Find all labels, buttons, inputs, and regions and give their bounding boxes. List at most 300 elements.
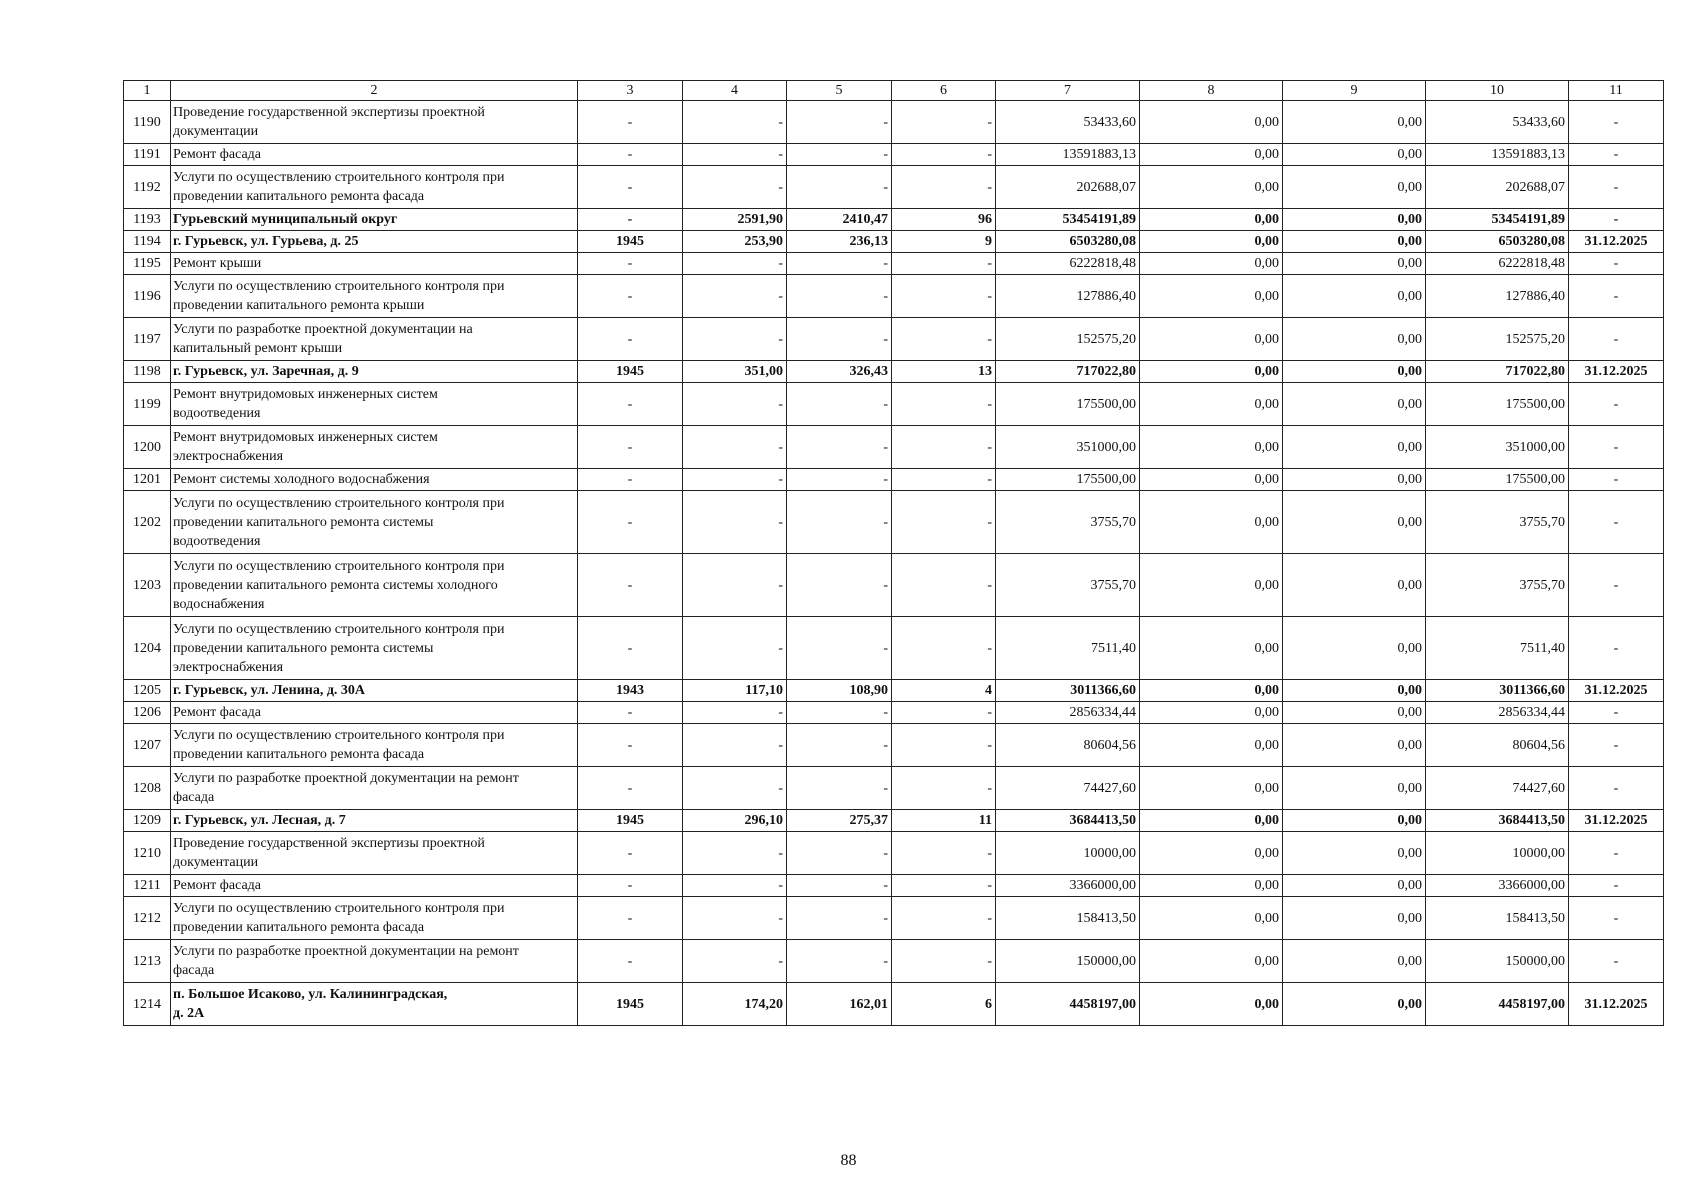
header-cell: 7 — [996, 81, 1140, 101]
item-name-line: г. Гурьевск, ул. Ленина, д. 30А — [173, 683, 366, 698]
table-row — [124, 361, 1664, 383]
cost-col8-cell: 0,00 — [1140, 617, 1283, 680]
area-living-cell: - — [787, 426, 892, 469]
year-cell: - — [578, 318, 683, 361]
area-living-cell: - — [787, 469, 892, 491]
item-name-cell — [171, 724, 578, 767]
area-living-cell: 162,01 — [787, 983, 892, 1026]
cost-col8-cell: 0,00 — [1140, 897, 1283, 940]
residents-cell: - — [892, 383, 996, 426]
cost-col8-cell: 0,00 — [1140, 426, 1283, 469]
area-total-cell: - — [683, 426, 787, 469]
item-name-line: Услуги по осуществлению строительного контроля при — [173, 279, 505, 294]
residents-cell: - — [892, 724, 996, 767]
year-cell: - — [578, 940, 683, 983]
item-name-line: водоснабжения — [173, 596, 265, 612]
area-living-cell: - — [787, 875, 892, 897]
cost-col8-cell: 0,00 — [1140, 383, 1283, 426]
item-name-line: Услуги по разработке проектной документации на — [173, 322, 473, 337]
cost-total-cell: 202688,07 — [996, 166, 1140, 209]
area-total-cell: - — [683, 166, 787, 209]
deadline-cell: - — [1569, 702, 1664, 724]
item-name-cell — [171, 491, 578, 554]
cost-total-cell: 351000,00 — [996, 426, 1140, 469]
item-name-line: Ремонт системы холодного водоснабжения — [173, 472, 430, 487]
item-name-line: фасада — [173, 790, 215, 805]
area-living-cell: 108,90 — [787, 680, 892, 702]
cost-col10-cell: 74427,60 — [1426, 767, 1569, 810]
item-name-line: г. Гурьевск, ул. Гурьева, д. 25 — [173, 234, 359, 249]
deadline-cell: 31.12.2025 — [1569, 680, 1664, 702]
cost-col9-cell: 0,00 — [1283, 361, 1426, 383]
area-total-cell: 174,20 — [683, 983, 787, 1026]
deadline-cell: - — [1569, 724, 1664, 767]
area-total-cell: - — [683, 383, 787, 426]
deadline-cell: - — [1569, 767, 1664, 810]
cost-total-cell: 152575,20 — [996, 318, 1140, 361]
cost-col9-cell: 0,00 — [1283, 767, 1426, 810]
cost-col8-cell: 0,00 — [1140, 253, 1283, 275]
item-name-cell — [171, 275, 578, 318]
area-total-cell: - — [683, 318, 787, 361]
item-name-cell — [171, 383, 578, 426]
item-name-cell — [171, 680, 578, 702]
area-total-cell: 253,90 — [683, 231, 787, 253]
page-number: 88 — [840, 1152, 857, 1169]
item-name-line: Услуги по осуществлению строительного контроля при — [173, 728, 505, 743]
year-cell: - — [578, 875, 683, 897]
cost-col8-cell: 0,00 — [1140, 767, 1283, 810]
cost-col9-cell: 0,00 — [1283, 426, 1426, 469]
item-name-line: электроснабжения — [173, 659, 284, 675]
deadline-cell: - — [1569, 940, 1664, 983]
header-cell: 6 — [892, 81, 996, 101]
item-name-cell — [171, 875, 578, 897]
row-number-cell: 1213 — [124, 940, 171, 983]
item-name-cell — [171, 702, 578, 724]
area-living-cell: - — [787, 491, 892, 554]
area-living-cell: - — [787, 724, 892, 767]
header-cell: 4 — [683, 81, 787, 101]
cost-col10-cell: 7511,40 — [1426, 617, 1569, 680]
cost-total-cell: 4458197,00 — [996, 983, 1140, 1026]
item-name-line: проведении капитального ремонта фасада — [173, 920, 425, 935]
item-name-line: Услуги по осуществлению строительного контроля при — [173, 901, 505, 916]
header-cell: 2 — [171, 81, 578, 101]
item-name-line: проведении капитального ремонта крыши — [173, 298, 425, 313]
cost-col10-cell: 3755,70 — [1426, 491, 1569, 554]
year-cell: - — [578, 209, 683, 231]
cost-total-cell: 6503280,08 — [996, 231, 1140, 253]
cost-col10-cell: 150000,00 — [1426, 940, 1569, 983]
cost-col9-cell: 0,00 — [1283, 897, 1426, 940]
area-total-cell: - — [683, 554, 787, 617]
item-name-cell — [171, 253, 578, 275]
area-total-cell: - — [683, 875, 787, 897]
item-name-cell — [171, 554, 578, 617]
cost-col9-cell: 0,00 — [1283, 940, 1426, 983]
deadline-cell: 31.12.2025 — [1569, 983, 1664, 1026]
row-number-cell: 1198 — [124, 361, 171, 383]
residents-cell: 13 — [892, 361, 996, 383]
cost-total-cell: 127886,40 — [996, 275, 1140, 318]
item-name-cell — [171, 231, 578, 253]
area-total-cell: - — [683, 101, 787, 144]
item-name-line: Ремонт фасада — [173, 705, 262, 720]
table-row — [124, 897, 1664, 940]
table-row — [124, 275, 1664, 318]
item-name-line: проведении капитального ремонта фасада — [173, 189, 425, 204]
area-living-cell: 275,37 — [787, 810, 892, 832]
row-number-cell: 1214 — [124, 983, 171, 1026]
residents-cell: - — [892, 702, 996, 724]
cost-total-cell: 175500,00 — [996, 383, 1140, 426]
year-cell: 1945 — [578, 810, 683, 832]
residents-cell: - — [892, 875, 996, 897]
cost-col10-cell: 3684413,50 — [1426, 810, 1569, 832]
area-living-cell: - — [787, 767, 892, 810]
residents-cell: - — [892, 767, 996, 810]
table-row — [124, 875, 1664, 897]
area-total-cell: - — [683, 724, 787, 767]
cost-col8-cell: 0,00 — [1140, 832, 1283, 875]
cost-col10-cell: 10000,00 — [1426, 832, 1569, 875]
year-cell: - — [578, 469, 683, 491]
residents-cell: - — [892, 491, 996, 554]
year-cell: 1945 — [578, 361, 683, 383]
row-number-cell: 1203 — [124, 554, 171, 617]
area-total-cell: - — [683, 940, 787, 983]
area-total-cell: - — [683, 617, 787, 680]
row-number-cell: 1207 — [124, 724, 171, 767]
item-name-line: Ремонт фасада — [173, 878, 262, 893]
residents-cell: - — [892, 426, 996, 469]
cost-col9-cell: 0,00 — [1283, 832, 1426, 875]
row-number-cell: 1200 — [124, 426, 171, 469]
cost-col8-cell: 0,00 — [1140, 491, 1283, 554]
area-living-cell: - — [787, 897, 892, 940]
residents-cell: - — [892, 940, 996, 983]
header-cell: 1 — [124, 81, 171, 101]
table-row — [124, 383, 1664, 426]
item-name-line: Услуги по осуществлению строительного контроля при — [173, 621, 505, 637]
table-body — [124, 81, 1664, 1026]
deadline-cell: - — [1569, 426, 1664, 469]
cost-col10-cell: 175500,00 — [1426, 469, 1569, 491]
residents-cell: - — [892, 318, 996, 361]
area-total-cell: - — [683, 491, 787, 554]
cost-col10-cell: 127886,40 — [1426, 275, 1569, 318]
row-number-cell: 1208 — [124, 767, 171, 810]
cost-col8-cell: 0,00 — [1140, 983, 1283, 1026]
item-name-line: проведении капитального ремонта системы — [173, 514, 434, 530]
item-name-line: Ремонт внутридомовых инженерных систем — [173, 387, 438, 402]
header-cell: 9 — [1283, 81, 1426, 101]
year-cell: - — [578, 767, 683, 810]
item-name-line: п. Большое Исаково, ул. Калининградская, — [173, 987, 448, 1002]
item-name-line: документации — [173, 855, 259, 870]
item-name-line: Услуги по разработке проектной документации на ремонт — [173, 771, 519, 786]
year-cell: 1945 — [578, 231, 683, 253]
area-living-cell: - — [787, 101, 892, 144]
item-name-line: Ремонт крыши — [173, 256, 262, 271]
area-living-cell: 326,43 — [787, 361, 892, 383]
year-cell: - — [578, 166, 683, 209]
cost-col8-cell: 0,00 — [1140, 469, 1283, 491]
cost-col9-cell: 0,00 — [1283, 724, 1426, 767]
row-number-cell: 1193 — [124, 209, 171, 231]
residents-cell: - — [892, 897, 996, 940]
cost-col8-cell: 0,00 — [1140, 724, 1283, 767]
cost-col8-cell: 0,00 — [1140, 318, 1283, 361]
header-cell: 3 — [578, 81, 683, 101]
cost-col9-cell: 0,00 — [1283, 166, 1426, 209]
residents-cell: 4 — [892, 680, 996, 702]
residents-cell: - — [892, 469, 996, 491]
year-cell: - — [578, 144, 683, 166]
area-total-cell: - — [683, 702, 787, 724]
item-name-line: водоотведения — [173, 533, 261, 549]
header-cell: 10 — [1426, 81, 1569, 101]
cost-col9-cell: 0,00 — [1283, 491, 1426, 554]
item-name-cell — [171, 318, 578, 361]
cost-col8-cell: 0,00 — [1140, 209, 1283, 231]
residents-cell: - — [892, 275, 996, 318]
item-name-line: д. 2А — [173, 1006, 205, 1021]
item-name-line: г. Гурьевск, ул. Заречная, д. 9 — [173, 364, 359, 379]
residents-cell: 11 — [892, 810, 996, 832]
deadline-cell: - — [1569, 101, 1664, 144]
row-number-cell: 1202 — [124, 491, 171, 554]
cost-col9-cell: 0,00 — [1283, 469, 1426, 491]
area-total-cell: - — [683, 767, 787, 810]
table-row — [124, 767, 1664, 810]
row-number-cell: 1205 — [124, 680, 171, 702]
cost-col9-cell: 0,00 — [1283, 253, 1426, 275]
year-cell: - — [578, 702, 683, 724]
cost-col8-cell: 0,00 — [1140, 875, 1283, 897]
deadline-cell: 31.12.2025 — [1569, 361, 1664, 383]
area-total-cell: 117,10 — [683, 680, 787, 702]
item-name-line: Проведение государственной экспертизы проектной — [173, 105, 485, 120]
header-cell: 5 — [787, 81, 892, 101]
cost-col8-cell: 0,00 — [1140, 101, 1283, 144]
row-number-cell: 1195 — [124, 253, 171, 275]
table-row — [124, 983, 1664, 1026]
item-name-line: проведении капитального ремонта системы холодного — [173, 577, 498, 593]
deadline-cell: 31.12.2025 — [1569, 810, 1664, 832]
residents-cell: - — [892, 166, 996, 209]
item-name-line: Услуги по осуществлению строительного контроля при — [173, 495, 505, 511]
area-total-cell: - — [683, 832, 787, 875]
deadline-cell: - — [1569, 617, 1664, 680]
year-cell: - — [578, 491, 683, 554]
year-cell: - — [578, 275, 683, 318]
area-living-cell: 2410,47 — [787, 209, 892, 231]
cost-total-cell: 10000,00 — [996, 832, 1140, 875]
cost-total-cell: 3684413,50 — [996, 810, 1140, 832]
table-row — [124, 166, 1664, 209]
area-total-cell: - — [683, 897, 787, 940]
deadline-cell: - — [1569, 832, 1664, 875]
year-cell: 1943 — [578, 680, 683, 702]
item-name-line: Ремонт внутридомовых инженерных систем — [173, 430, 438, 445]
table-row — [124, 101, 1664, 144]
item-name-cell — [171, 101, 578, 144]
item-name-line: Услуги по осуществлению строительного контроля при — [173, 558, 505, 574]
cost-col10-cell: 4458197,00 — [1426, 983, 1569, 1026]
cost-col9-cell: 0,00 — [1283, 680, 1426, 702]
residents-cell: 9 — [892, 231, 996, 253]
item-name-line: электроснабжения — [173, 449, 284, 464]
item-name-cell — [171, 209, 578, 231]
cost-col10-cell: 53433,60 — [1426, 101, 1569, 144]
cost-col10-cell: 351000,00 — [1426, 426, 1569, 469]
year-cell: - — [578, 426, 683, 469]
year-cell: - — [578, 253, 683, 275]
cost-total-cell: 3755,70 — [996, 554, 1140, 617]
cost-col9-cell: 0,00 — [1283, 383, 1426, 426]
residents-cell: - — [892, 617, 996, 680]
cost-col9-cell: 0,00 — [1283, 875, 1426, 897]
item-name-cell — [171, 617, 578, 680]
cost-col8-cell: 0,00 — [1140, 810, 1283, 832]
item-name-cell — [171, 810, 578, 832]
cost-total-cell: 53433,60 — [996, 101, 1140, 144]
row-number-cell: 1190 — [124, 101, 171, 144]
area-living-cell: 236,13 — [787, 231, 892, 253]
cost-col10-cell: 717022,80 — [1426, 361, 1569, 383]
deadline-cell: - — [1569, 554, 1664, 617]
cost-total-cell: 80604,56 — [996, 724, 1140, 767]
row-number-cell: 1204 — [124, 617, 171, 680]
cost-col10-cell: 3755,70 — [1426, 554, 1569, 617]
cost-total-cell: 13591883,13 — [996, 144, 1140, 166]
row-number-cell: 1197 — [124, 318, 171, 361]
item-name-line: проведении капитального ремонта фасада — [173, 747, 425, 762]
year-cell: - — [578, 617, 683, 680]
column-number-header-row — [124, 81, 1664, 101]
cost-total-cell: 3755,70 — [996, 491, 1140, 554]
year-cell: - — [578, 101, 683, 144]
area-living-cell: - — [787, 554, 892, 617]
cost-col10-cell: 2856334,44 — [1426, 702, 1569, 724]
cost-total-cell: 150000,00 — [996, 940, 1140, 983]
row-number-cell: 1212 — [124, 897, 171, 940]
cost-total-cell: 3011366,60 — [996, 680, 1140, 702]
item-name-cell — [171, 469, 578, 491]
table-row — [124, 426, 1664, 469]
item-name-cell — [171, 361, 578, 383]
area-living-cell: - — [787, 275, 892, 318]
table-row — [124, 144, 1664, 166]
cost-col8-cell: 0,00 — [1140, 680, 1283, 702]
year-cell: - — [578, 554, 683, 617]
deadline-cell: - — [1569, 253, 1664, 275]
cost-col9-cell: 0,00 — [1283, 209, 1426, 231]
deadline-cell: - — [1569, 491, 1664, 554]
cost-col9-cell: 0,00 — [1283, 554, 1426, 617]
cost-col9-cell: 0,00 — [1283, 101, 1426, 144]
cost-col10-cell: 3366000,00 — [1426, 875, 1569, 897]
item-name-line: документации — [173, 124, 259, 139]
residents-cell: - — [892, 101, 996, 144]
item-name-line: водоотведения — [173, 406, 261, 421]
item-name-line: Ремонт фасада — [173, 147, 262, 162]
deadline-cell: - — [1569, 166, 1664, 209]
table-row — [124, 253, 1664, 275]
item-name-line: Проведение государственной экспертизы проектной — [173, 836, 485, 851]
cost-col9-cell: 0,00 — [1283, 702, 1426, 724]
item-name-cell — [171, 426, 578, 469]
cost-col10-cell: 80604,56 — [1426, 724, 1569, 767]
item-name-line: Услуги по разработке проектной документации на ремонт — [173, 944, 519, 959]
cost-col8-cell: 0,00 — [1140, 702, 1283, 724]
item-name-line: фасада — [173, 963, 215, 978]
item-name-cell — [171, 897, 578, 940]
item-name-line: проведении капитального ремонта системы — [173, 640, 434, 656]
row-number-cell: 1201 — [124, 469, 171, 491]
cost-col8-cell: 0,00 — [1140, 144, 1283, 166]
area-living-cell: - — [787, 144, 892, 166]
cost-col8-cell: 0,00 — [1140, 275, 1283, 318]
table-row — [124, 209, 1664, 231]
residents-cell: - — [892, 144, 996, 166]
cost-total-cell: 3366000,00 — [996, 875, 1140, 897]
table-row — [124, 724, 1664, 767]
table-row — [124, 491, 1664, 554]
table-row — [124, 469, 1664, 491]
cost-total-cell: 74427,60 — [996, 767, 1140, 810]
table-row — [124, 810, 1664, 832]
area-total-cell: 296,10 — [683, 810, 787, 832]
cost-col10-cell: 6222818,48 — [1426, 253, 1569, 275]
year-cell: 1945 — [578, 983, 683, 1026]
deadline-cell: - — [1569, 144, 1664, 166]
cost-col10-cell: 202688,07 — [1426, 166, 1569, 209]
area-total-cell: - — [683, 144, 787, 166]
table-row — [124, 617, 1664, 680]
area-living-cell: - — [787, 702, 892, 724]
cost-col8-cell: 0,00 — [1140, 554, 1283, 617]
table-row — [124, 680, 1664, 702]
row-number-cell: 1209 — [124, 810, 171, 832]
table-row — [124, 702, 1664, 724]
cost-col10-cell: 152575,20 — [1426, 318, 1569, 361]
cost-col8-cell: 0,00 — [1140, 231, 1283, 253]
area-living-cell: - — [787, 383, 892, 426]
deadline-cell: - — [1569, 275, 1664, 318]
area-living-cell: - — [787, 940, 892, 983]
cost-total-cell: 175500,00 — [996, 469, 1140, 491]
cost-total-cell: 717022,80 — [996, 361, 1140, 383]
row-number-cell: 1192 — [124, 166, 171, 209]
cost-col10-cell: 3011366,60 — [1426, 680, 1569, 702]
area-living-cell: - — [787, 253, 892, 275]
residents-cell: - — [892, 832, 996, 875]
deadline-cell: - — [1569, 875, 1664, 897]
item-name-cell — [171, 767, 578, 810]
row-number-cell: 1210 — [124, 832, 171, 875]
item-name-cell — [171, 983, 578, 1026]
cost-col10-cell: 175500,00 — [1426, 383, 1569, 426]
area-total-cell: - — [683, 253, 787, 275]
cost-total-cell: 6222818,48 — [996, 253, 1140, 275]
row-number-cell: 1199 — [124, 383, 171, 426]
item-name-cell — [171, 832, 578, 875]
cost-col10-cell: 6503280,08 — [1426, 231, 1569, 253]
item-name-line: Услуги по осуществлению строительного контроля при — [173, 170, 505, 185]
